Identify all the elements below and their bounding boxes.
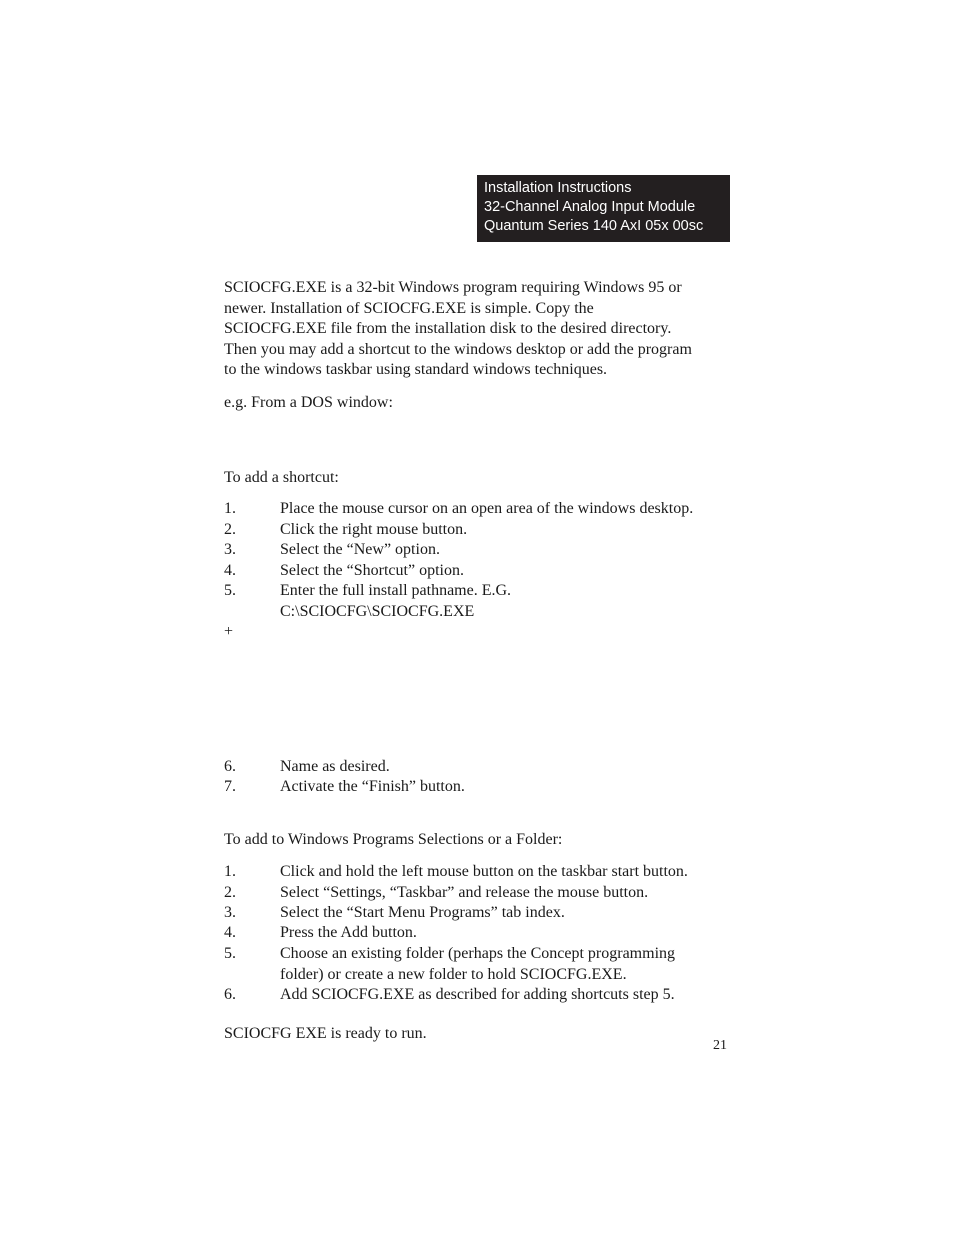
- intro-line: to the windows taskbar using standard windows techniques.: [224, 361, 608, 379]
- step-text: Select “Settings, “Taskbar” and release the mouse button.: [280, 884, 649, 901]
- step-text-continued: folder) or create a new folder to hold SCIOCFG.EXE.: [280, 966, 627, 983]
- intro-line: newer. Installation of SCIOCFG.EXE is simple. Copy the: [224, 299, 594, 317]
- programs-heading: To add to Windows Programs Selections or a Folder:: [224, 831, 563, 848]
- header-title: Installation Instructions: [484, 180, 632, 196]
- header-series: Quantum Series 140 AxI 05x 00sc: [484, 218, 704, 234]
- header-module-name: 32-Channel Analog Input Module: [484, 199, 696, 215]
- step-text: Select the “New” option.: [280, 541, 440, 558]
- intro-line: SCIOCFG.EXE is a 32-bit Windows program requiring Windows 95 or: [224, 279, 682, 296]
- step-number: 4.: [224, 562, 236, 579]
- step-text: Click the right mouse button.: [280, 521, 468, 538]
- page-number: 21: [713, 1038, 727, 1053]
- step-number: 6.: [224, 986, 236, 1003]
- step-text: Activate the “Finish” button.: [280, 778, 465, 795]
- intro-line: Then you may add a shortcut to the windows desktop or add the program: [224, 340, 692, 358]
- step-number: 3.: [224, 904, 236, 921]
- step-number: 3.: [224, 541, 236, 558]
- step-text: Add SCIOCFG.EXE as described for adding shortcuts step 5.: [280, 986, 675, 1003]
- document-header-box: [477, 175, 730, 242]
- step-text: Click and hold the left mouse button on the taskbar start button.: [280, 863, 688, 880]
- step-number: 2.: [224, 521, 236, 538]
- step-text: Press the Add button.: [280, 924, 417, 941]
- step-number: 6.: [224, 758, 236, 775]
- step-number: 5.: [224, 582, 236, 599]
- step-number: 4.: [224, 924, 236, 941]
- step-number: 1.: [224, 500, 236, 517]
- intro-line: SCIOCFG.EXE file from the installation disk to the desired directory.: [224, 320, 672, 338]
- step-text-continued: C:\SCIOCFG\SCIOCFG.EXE: [280, 603, 475, 620]
- step-text: Name as desired.: [280, 758, 390, 775]
- closing-text: SCIOCFG EXE is ready to run.: [224, 1025, 427, 1042]
- plus-mark: +: [224, 623, 234, 640]
- step-number: 1.: [224, 863, 236, 880]
- step-number: 5.: [224, 945, 236, 962]
- dos-example-label: e.g. From a DOS window:: [224, 394, 393, 411]
- step-text: Enter the full install pathname. E.G.: [280, 582, 512, 599]
- step-text: Choose an existing folder (perhaps the Concept programming: [280, 945, 676, 962]
- step-number: 2.: [224, 884, 236, 901]
- intro-paragraph: [224, 278, 734, 381]
- step-text: Select the “Shortcut” option.: [280, 562, 464, 579]
- step-number: 7.: [224, 778, 236, 795]
- shortcut-heading: To add a shortcut:: [224, 469, 339, 486]
- step-text: Place the mouse cursor on an open area of the windows desktop.: [280, 500, 694, 517]
- step-text: Select the “Start Menu Programs” tab index.: [280, 904, 565, 921]
